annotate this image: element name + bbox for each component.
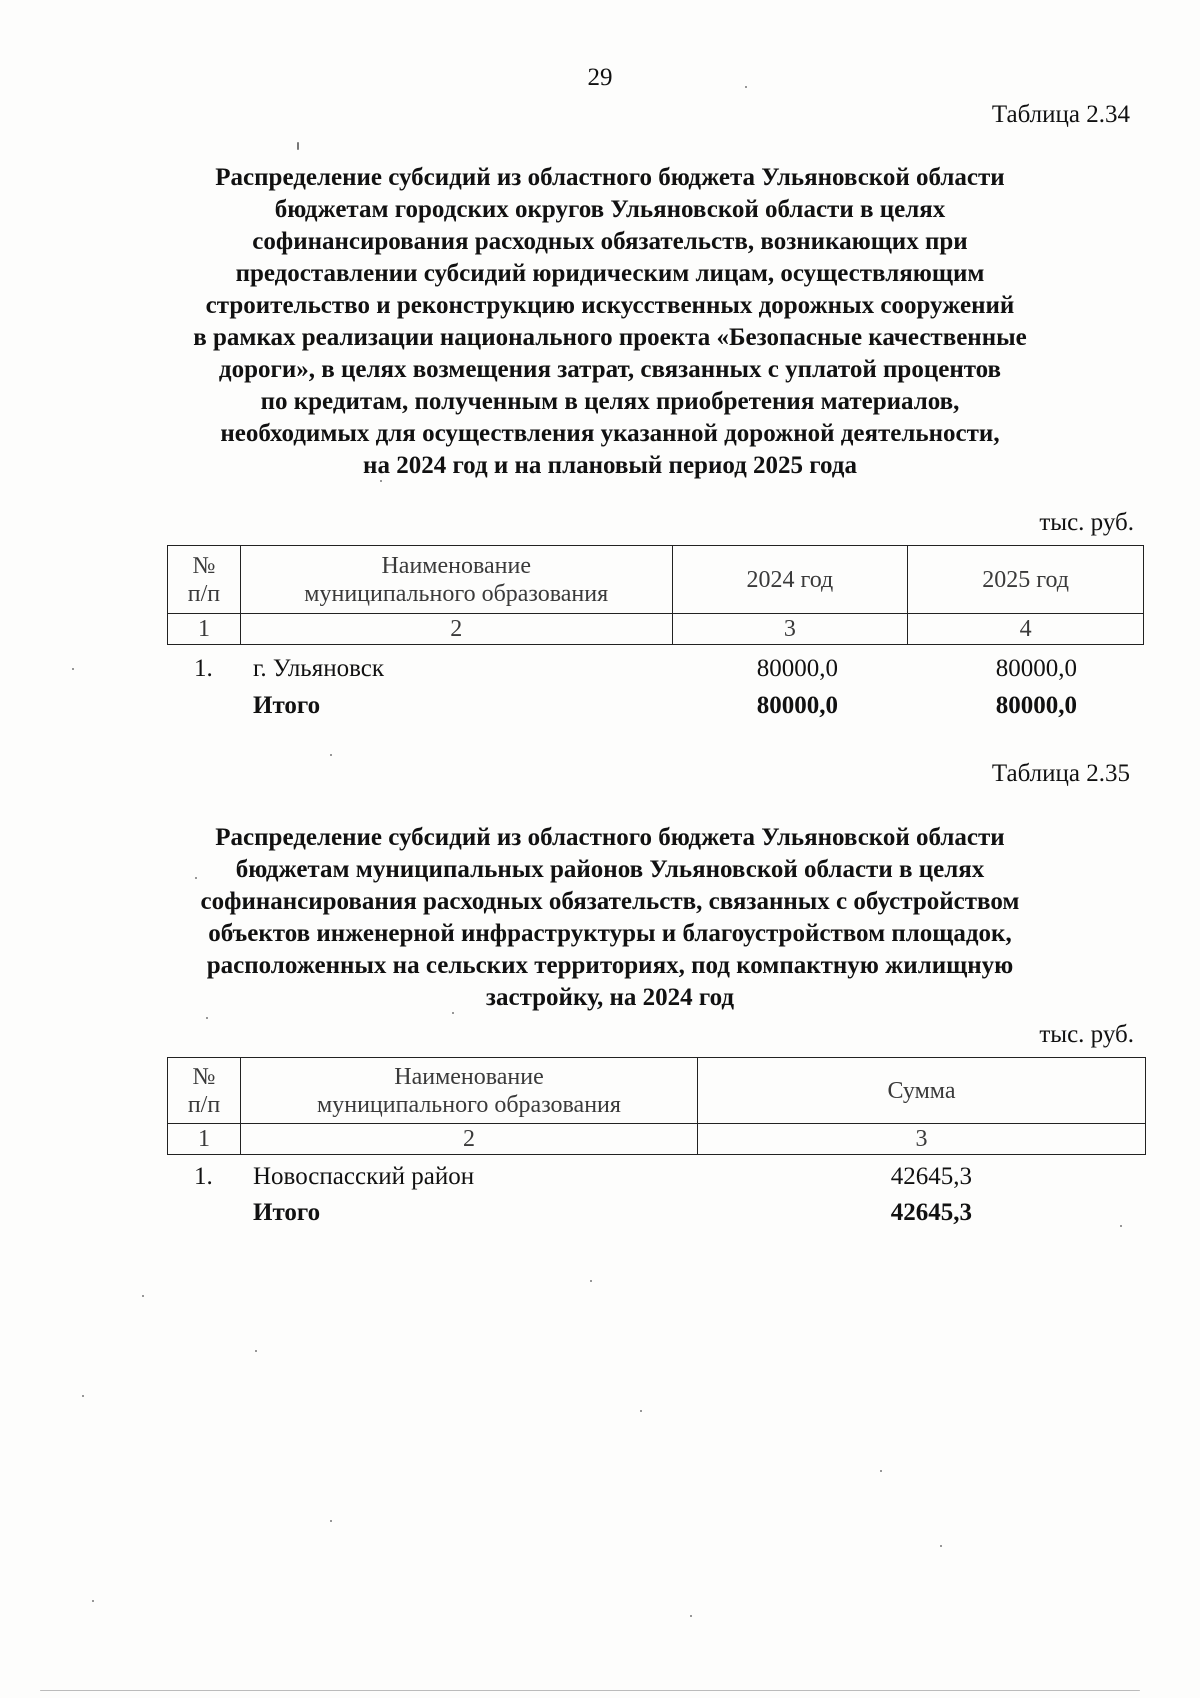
scan-speck (142, 1295, 144, 1297)
scan-edge (40, 1690, 1140, 1691)
scan-speck (206, 1017, 208, 1019)
table-header (167, 545, 1144, 645)
column-number: 2 (241, 1124, 698, 1155)
title-line: софинансирования расходных обязательств, возникающих при (252, 228, 968, 255)
total-value-2025: 80000,0 (995, 692, 1077, 719)
scan-speck (745, 86, 747, 88)
header-num-line: п/п (187, 580, 221, 607)
table-header (167, 1057, 1146, 1155)
header-name-line: Наименование (381, 552, 531, 579)
title-line: Распределение субсидий из областного бюджета Ульяновской области (215, 824, 1005, 851)
header-2024: 2024 год (672, 546, 908, 614)
header-name-line: муниципального образования (317, 1091, 621, 1118)
total-label: Итого (253, 1199, 321, 1226)
scan-speck (1120, 1225, 1122, 1227)
scan-speck (255, 1350, 257, 1352)
table-label: Таблица 2.34 (991, 101, 1130, 128)
scan-speck (72, 668, 74, 670)
row-num: 1. (194, 655, 213, 682)
scan-speck (880, 1470, 882, 1472)
total-value-sum: 42645,3 (890, 1199, 972, 1226)
title-line: бюджетам муниципальных районов Ульяновской области в целях (235, 856, 985, 883)
header-name-line: муниципального образования (304, 580, 609, 607)
column-number: 3 (698, 1124, 1146, 1155)
header-num (168, 1058, 241, 1124)
scan-speck (452, 1012, 454, 1014)
row-num: 1. (194, 1163, 213, 1190)
scan-speck (690, 1615, 692, 1617)
row-value-2024: 80000,0 (756, 655, 838, 682)
title-line: застройку, на 2024 год (485, 984, 735, 1011)
row-name: Новоспасский район (253, 1163, 475, 1190)
scan-speck (590, 1280, 592, 1282)
units-label: тыс. руб. (1039, 509, 1134, 536)
units-label: тыс. руб. (1039, 1021, 1134, 1048)
column-number: 4 (908, 614, 1144, 645)
title-line: софинансирования расходных обязательств, связанных с обустройством (200, 888, 1020, 915)
title-line: по кредитам, полученным в целях приобретения материалов, (260, 388, 960, 415)
title-line: объектов инженерной инфраструктуры и благоустройством площадок, (208, 920, 1012, 947)
scan-speck (195, 877, 197, 879)
title-line: на 2024 год и на плановый период 2025 года (363, 452, 857, 479)
title-line: необходимых для осуществления указанной дорожной деятельности, (220, 420, 1000, 447)
row-value-sum: 42645,3 (890, 1163, 972, 1190)
title-line: предоставлении субсидий юридическим лицам, осуществляющим (235, 260, 985, 287)
header-num-line: п/п (187, 1091, 221, 1118)
header-sum: Сумма (698, 1058, 1146, 1124)
title-line: в рамках реализации национального проекта «Безопасные качественные (193, 324, 1027, 351)
column-number: 2 (240, 614, 672, 645)
scan-speck (640, 1410, 642, 1412)
table-title (150, 822, 1070, 1014)
header-num-line: № (192, 552, 216, 579)
scan-speck (330, 1520, 332, 1522)
table-label: Таблица 2.35 (991, 760, 1130, 787)
total-value-2024: 80000,0 (756, 692, 838, 719)
title-line: бюджетам городских округов Ульяновской области в целях (274, 196, 946, 223)
page-number: 29 (587, 64, 613, 91)
title-line: Распределение субсидий из областного бюджета Ульяновской области (215, 164, 1005, 191)
header-2025: 2025 год (908, 546, 1144, 614)
scan-speck (297, 142, 299, 150)
title-line: строительство и реконструкцию искусственных дорожных сооружений (205, 292, 1015, 319)
title-line: дороги», в целях возмещения затрат, связанных с уплатой процентов (218, 356, 1002, 383)
total-label: Итого (253, 692, 321, 719)
scan-speck (330, 754, 332, 756)
header-num-line: № (192, 1063, 216, 1090)
column-number: 3 (672, 614, 908, 645)
header-name (241, 1058, 698, 1124)
scan-speck (940, 1545, 942, 1547)
header-name (240, 546, 672, 614)
table-title (150, 162, 1070, 482)
column-number: 1 (168, 1124, 241, 1155)
scan-speck (92, 1600, 94, 1602)
row-name: г. Ульяновск (253, 655, 384, 682)
scan-speck (380, 480, 382, 482)
header-name-line: Наименование (394, 1063, 544, 1090)
column-number: 1 (168, 614, 241, 645)
header-num (168, 546, 241, 614)
row-value-2025: 80000,0 (995, 655, 1077, 682)
title-line: расположенных на сельских территориях, под компактную жилищную (206, 952, 1014, 979)
scan-speck (82, 1395, 84, 1397)
